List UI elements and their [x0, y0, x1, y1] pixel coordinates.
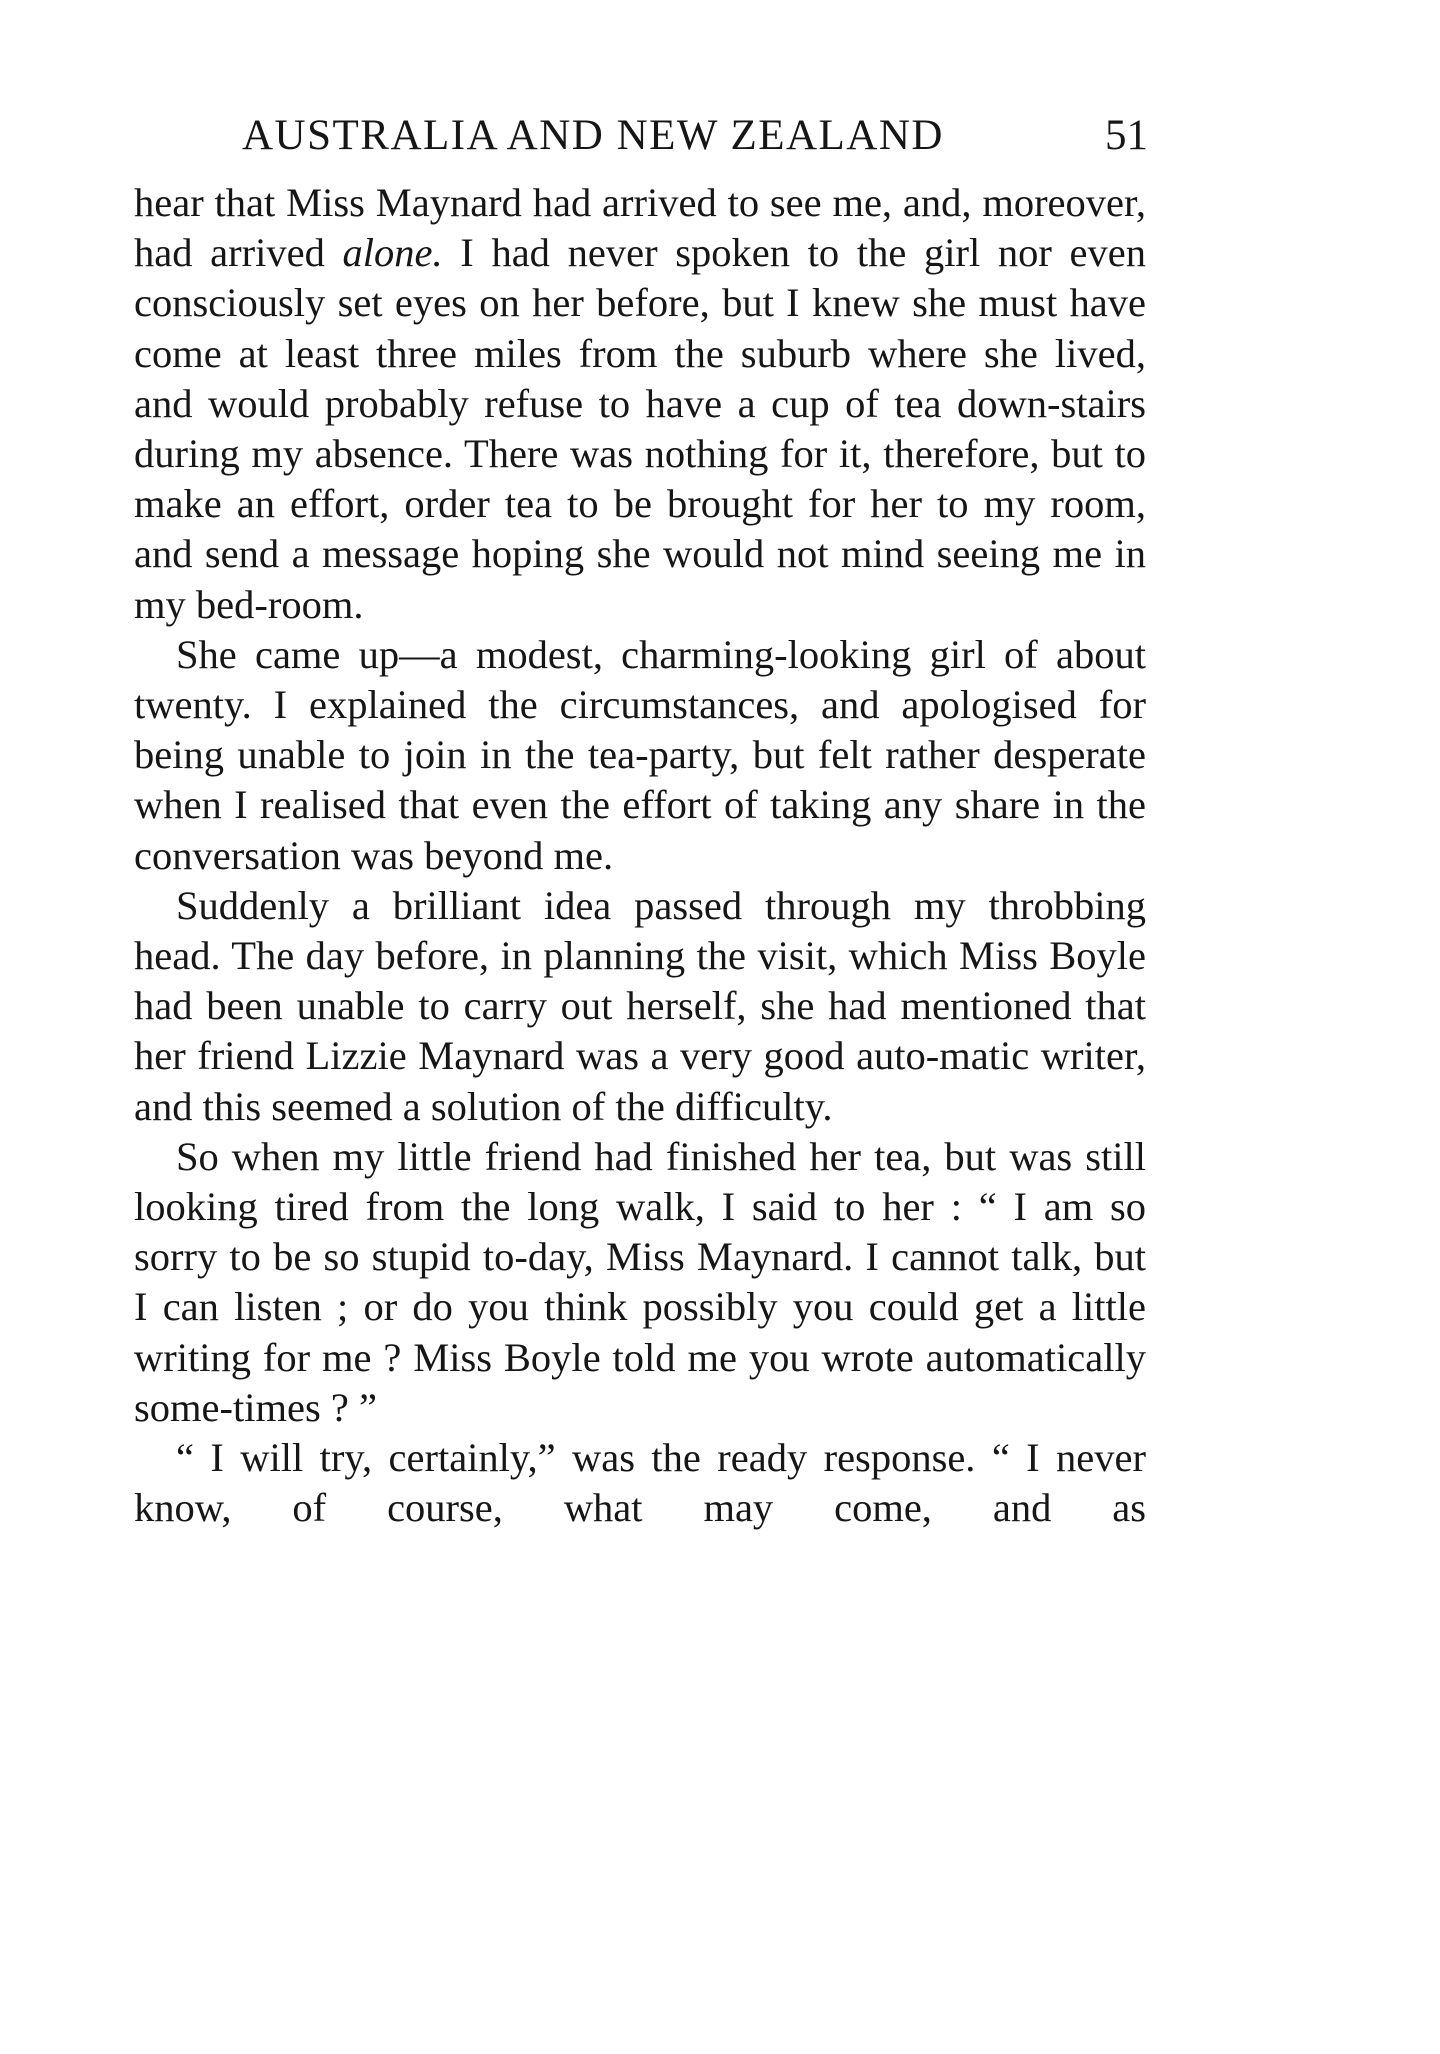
- paragraph-text: I had never spoken to the girl nor even consciously set eyes on her before, but I knew she must have come at least three miles from the suburb where she lived, and would probably refuse to have a cup of tea down-stairs during my absence. There was nothing for it, therefore, but to make an effort, order tea to be brought for her to my room, and send a message hoping she would not mind seeing me in my bed-room.: [134, 230, 1146, 627]
- running-title: AUSTRALIA AND NEW ZEALAND: [242, 112, 944, 159]
- paragraph: Suddenly a brilliant idea passed through my throbbing head. The day before, in planning the visit, which Miss Boyle had been unable to carry out herself, she had mentioned that her friend Lizzie Maynard was a very good auto-matic writer, and this seemed a solution of the difficulty.: [134, 882, 1146, 1129]
- body-text: [134, 178, 1146, 1533]
- paragraph-continued: [134, 178, 1146, 630]
- running-head: [242, 106, 1148, 166]
- page-number: 51: [1105, 112, 1148, 159]
- paragraph: So when my little friend had finished her tea, but was still looking tired from the long walk, I said to her : “ I am so sorry to be so stupid to-day, Miss Maynard. I cannot talk, but I can listen ; or do you think possibly you could get a little writing for me ? Miss Boyle told me you wrote automatically some-times ? ”: [134, 1133, 1146, 1430]
- paragraph-text: hear that Miss Maynard had arrived to see me, and, moreover, had arrived: [134, 180, 1146, 276]
- emphasized-word: alone.: [342, 230, 443, 276]
- paragraph: “ I will try, certainly,” was the ready response. “ I never know, of course, what may come, and as: [134, 1435, 1146, 1531]
- paragraph: She came up—a modest, charming-looking girl of about twenty. I explained the circumstances, and apologised for being unable to join in the tea-party, but felt rather desperate when I realised that even the effort of taking any share in the conversation was beyond me.: [134, 631, 1146, 878]
